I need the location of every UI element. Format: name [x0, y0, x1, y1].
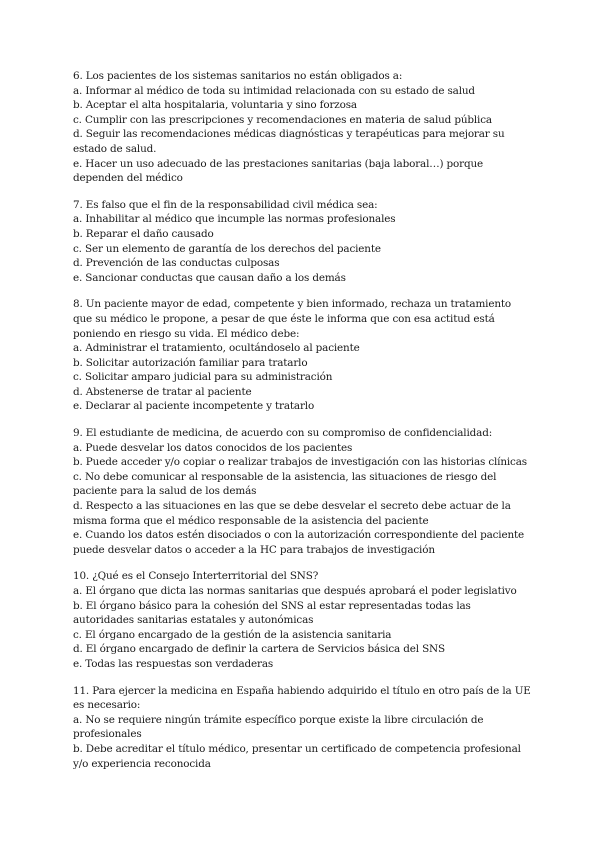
question-stem: 8. Un paciente mayor de edad, competente y bien informado, rechaza un tratamiento que su médico le propone, a pesar de que éste le informa que con esa actitud está poniendo en riesgo su vida. El médico debe: — [73, 298, 512, 340]
question-stem: 7. Es falso que el fin de la responsabilidad civil médica sea: — [73, 198, 378, 211]
answer-option: a. No se requiere ningún trámite específico porque existe la libre circulación de profesionales — [73, 713, 484, 741]
question-stem: 9. El estudiante de medicina, de acuerdo con su compromiso de confidencialidad: — [73, 427, 493, 440]
answer-option: b. Reparar el daño causado — [73, 227, 214, 240]
question-6 — [73, 69, 533, 186]
answer-option: d. Seguir las recomendaciones médicas diagnósticas y terapéuticas para mejorar su estado de salud. — [73, 128, 505, 155]
answer-option: a. El órgano que dicta las normas sanitarias que después aprobará el poder legislativo — [73, 585, 517, 597]
answer-option: b. El órgano básico para la cohesión del SNS al estar representadas todas las autoridades sanitarias estatales y autonómicas — [73, 599, 471, 627]
answer-option: d. Abstenerse de tratar al paciente — [73, 385, 252, 398]
question-stem: 11. Para ejercer la medicina en España habiendo adquirido el título en otro país de la UE es necesario: — [73, 684, 531, 712]
document-page — [73, 69, 533, 783]
answer-option: d. El órgano encargado de definir la cartera de Servicios básica del SNS — [73, 643, 445, 656]
answer-option: d. Respecto a las situaciones en las que se debe desvelar el secreto debe actuar de la misma forma que el médico responsable de la asistencia del paciente — [73, 500, 511, 527]
answer-option: b. Debe acreditar el título médico, presentar un certificado de competencia profesional y/o experiencia reconocida — [73, 742, 521, 770]
answer-option: c. El órgano encargado de la gestión de la asistencia sanitaria — [73, 628, 392, 641]
answer-option: a. Puede desvelar los datos conocidos de los pacientes — [73, 441, 353, 454]
answer-option: a. Administrar el tratamiento, ocultándoselo al paciente — [73, 342, 360, 355]
question-8 — [73, 297, 533, 414]
answer-option: c. Ser un elemento de garantía de los derechos del paciente — [73, 242, 381, 255]
answer-option: e. Hacer un uso adecuado de las prestaciones sanitarias (baja laboral…) porque dependen del médico — [73, 157, 484, 185]
answer-option: e. Todas las respuestas son verdaderas — [73, 657, 274, 670]
question-9 — [73, 426, 533, 557]
question-stem: 6. Los pacientes de los sistemas sanitarios no están obligados a: — [73, 70, 403, 82]
answer-option: a. Informar al médico de toda su intimidad relacionada con su estado de salud — [73, 84, 475, 97]
question-stem: 10. ¿Qué es el Consejo Interterritorial del SNS? — [73, 570, 319, 583]
answer-option: b. Puede acceder y/o copiar o realizar trabajos de investigación con las historias clínicas — [73, 456, 527, 469]
question-10 — [73, 569, 533, 671]
question-7 — [73, 198, 533, 286]
answer-option: b. Solicitar autorización familiar para tratarlo — [73, 356, 308, 369]
answer-option: e. Declarar al paciente incompetente y tratarlo — [73, 400, 315, 413]
answer-option: e. Sancionar conductas que causan daño a los demás — [73, 271, 346, 284]
question-11 — [73, 684, 533, 772]
answer-option: c. Cumplir con las prescripciones y recomendaciones en materia de salud pública — [73, 113, 492, 126]
answer-option: b. Aceptar el alta hospitalaria, voluntaria y sino forzosa — [73, 99, 357, 112]
answer-option: c. Solicitar amparo judicial para su administración — [73, 371, 333, 384]
answer-option: c. No debe comunicar al responsable de la asistencia, las situaciones de riesgo del paciente para la salud de los demás — [73, 470, 497, 498]
answer-option: a. Inhabilitar al médico que incumple las normas profesionales — [73, 213, 396, 226]
answer-option: d. Prevención de las conductas culposas — [73, 257, 280, 270]
answer-option: e. Cuando los datos estén disociados o con la autorización correspondiente del paciente puede desvelar datos o acceder a la HC para trabajos de investigación — [73, 529, 525, 556]
